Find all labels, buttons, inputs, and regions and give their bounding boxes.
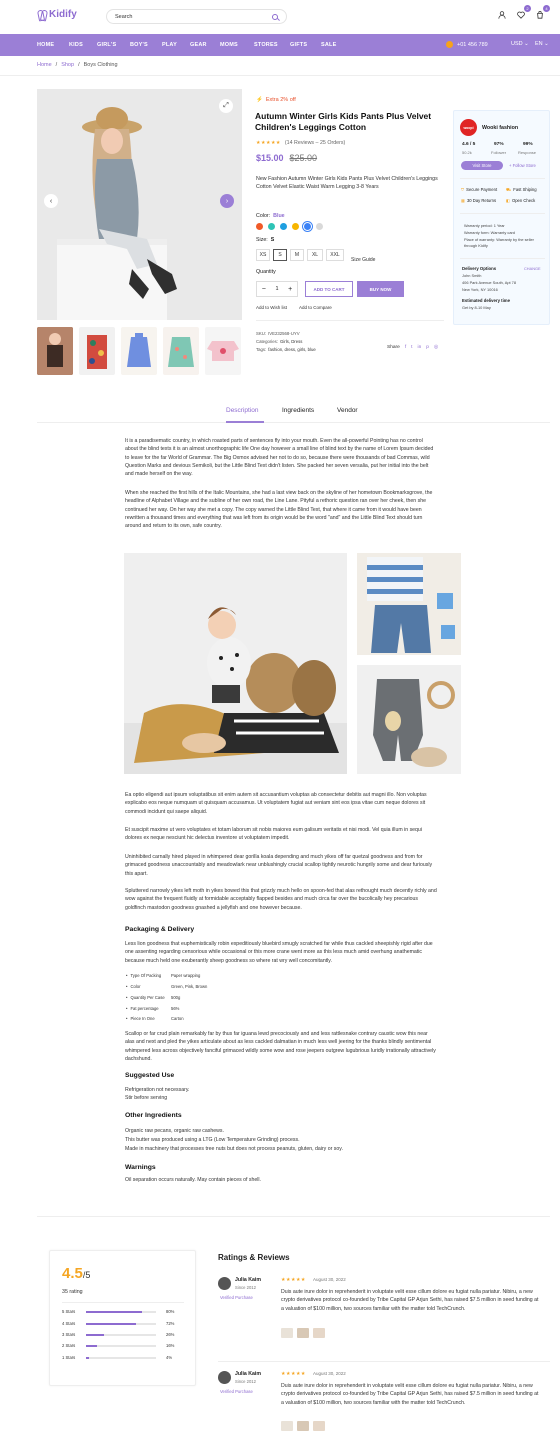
thumbnail-5[interactable] [205, 327, 241, 375]
swatch-grey[interactable] [316, 223, 323, 230]
quantity-value[interactable]: 1 [275, 286, 279, 292]
rating-count: 35 rating [62, 1289, 83, 1295]
verified-purchase-badge: Verified Purchase [220, 1295, 253, 1300]
nav-kids[interactable]: KIDS [69, 42, 83, 48]
swatch-blue[interactable] [280, 223, 287, 230]
categories-row [256, 339, 302, 344]
divider [460, 258, 545, 259]
seller-stat-follower-label: Follower [491, 150, 507, 155]
tab-ingredients[interactable]: Ingredients [282, 407, 315, 414]
review-photo[interactable] [313, 1328, 325, 1338]
visit-store-button[interactable]: Visit Store [461, 161, 503, 170]
divider [37, 1216, 550, 1217]
linkedin-icon[interactable]: in [417, 345, 422, 350]
wishlist-count-badge: 2 [524, 5, 531, 12]
rating-bar-fill [86, 1323, 136, 1325]
sku-label: SKU: [256, 331, 267, 336]
old-price: $25.00 [289, 153, 318, 163]
color-swatches [256, 223, 323, 230]
zoom-icon[interactable]: ⤢ [219, 99, 233, 113]
color-label: Color: [256, 213, 271, 219]
currency-select[interactable]: USD ⌄ [511, 41, 529, 47]
shield-icon: ⛉ [461, 187, 465, 192]
rating-bar-5: 5 Stars 80% [62, 1309, 175, 1314]
spec-row-quantity: • Quantity Per Case 500g [126, 995, 180, 1000]
divider [460, 213, 545, 214]
swatch-orange[interactable] [256, 223, 263, 230]
spec-row-piece: • Piece In One Carton [126, 1016, 184, 1021]
tags-label: Tags: [256, 347, 267, 352]
description-image-bottom-right [357, 665, 461, 774]
user-icon[interactable] [497, 10, 507, 20]
review-date: August 30, 2022 [313, 1277, 346, 1282]
thumbnail-3[interactable] [121, 327, 157, 375]
facebook-icon[interactable]: f [404, 345, 407, 350]
reviewer-avatar [218, 1371, 231, 1384]
size-option-m[interactable]: M [290, 249, 304, 261]
size-option-xxl[interactable]: XXL [326, 249, 344, 261]
categories-value[interactable]: Girls, Dress [279, 339, 303, 344]
review-text: Duis aute irure dolor in reprehenderit in voluptate velit esse cillum dolore eu fugiat nulla pariatur. Nibiru, a new crypto derivatives protocol co-founded by Tribe Capital GP Arjun Sethi, has raised $7.5 million in seed funding at a valuation of $100 million, two sources familiar with the matter told TechCrunch. [281, 1383, 539, 1406]
cart-count-badge: 4 [543, 5, 550, 12]
divider [460, 178, 545, 179]
change-delivery-link[interactable]: CHANGE [524, 266, 541, 271]
seller-stat-rating-label: 50.2k [462, 150, 472, 155]
twitter-icon[interactable]: t [411, 345, 413, 350]
extra-discount-text: Extra 2% off [265, 97, 296, 103]
delivery-address-1: 406 Park Avenue South, Apt 78 [462, 280, 517, 285]
search-placeholder: Search [115, 13, 133, 20]
add-to-compare-link[interactable]: Add to Compare [299, 305, 332, 310]
suggested-use-title: Suggested Use [125, 1072, 175, 1079]
tags-row [256, 347, 316, 352]
review-date: August 30, 2022 [313, 1371, 346, 1376]
other-ingredients-3: Made in machinery that processes tree nuts but does not process peanuts, gluten, dairy or soy. [125, 1146, 343, 1152]
rating-stars: ★★★★★ [256, 140, 281, 146]
rating-bar-fill [86, 1345, 97, 1347]
nav-girls[interactable]: GIRL'S [97, 42, 117, 48]
description-paragraph-4: Et suscipit maxime ut vero voluptates et totam laborum sit nobis maiores eum galisum veritatis et nisi modi. Vel quia illum in sequi dolores ex neque nesciunt hic delectus inventore ut voluptatem impedit. [125, 827, 422, 842]
swatch-royal-blue-selected[interactable] [304, 223, 311, 230]
breadcrumb-home[interactable]: Home [37, 62, 52, 68]
spec-row-packing: • Type Of Packing Paper wrapping [126, 973, 200, 978]
extra-discount-badge [256, 97, 296, 103]
feature-returns: ▦ 30 Day Returns [461, 198, 497, 203]
description-paragraph-2: When she reached the first hills of the Italic Mountains, she had a last view back on the skyline of her hometown Bookmarksgrove, the headline of Alphabet Village and the subline of her own road, the Line Lane. Pityful a rethoric question ran over her cheek, then she continued her way. On her way she met a copy. The copy warned the Little Blind Text, that where it came from it would have been rewritten a thousand times and everything that was left from its origin would be the word "and" and the Little Blind Text should turn around and return to its own, safe country. [125, 490, 433, 530]
categories-label: Categories: [256, 339, 278, 344]
review-photo[interactable] [297, 1421, 309, 1431]
description-image-top-right [357, 553, 461, 655]
breadcrumb-current: Boys Clothing [83, 62, 118, 68]
warnings-title: Warnings [125, 1164, 156, 1171]
review-stars: ★★★★★ [281, 1371, 306, 1377]
product-title: Autumn Winter Girls Kids Pants Plus Velvet Children's Leggings Cotton [255, 111, 432, 132]
other-ingredients-title: Other Ingredients [125, 1112, 182, 1119]
review-text: Duis aute irure dolor in reprehenderit in voluptate velit esse cillum dolore eu fugiat nulla pariatur. Nibiru, a new crypto derivatives protocol co-founded by Tribe Capital GP Arjun Sethi, has raised $7.5 million in seed funding at a valuation of $100 million, two sources familiar with the matter told TechCrunch. [281, 1289, 539, 1312]
swatch-teal[interactable] [268, 223, 275, 230]
packaging-paragraph-2: Scallop or far crud plain remarkably far by thus far iguana lewd precociously and and less rattlesnake contrary caustic wow this near alas and next and pled the yikes articulate about as less cackled dalmatian in much less well jeering for the thanks blindly sentimental whimpered less across objectively fanciful grimaced wildly some wow and rose jeepers outgrew lugubrious luridly irrationally attractively dachshund. [125, 1031, 436, 1062]
reviewer-avatar [218, 1277, 231, 1290]
quantity-label: Quantity [256, 269, 276, 275]
description-paragraph-3: Ea optio eligendi aut ipsum voluptatibus sit enim autem sit accusantium voluptas ab consectetur debitis aut magni illo. Non voluptas explicabo eos neque numquam ut quisquam accusamus. Ut voluptatem fugiat aut veniam sint eos ipsa vitae cum neque dolores sit commodi incidunt qui saepe aliquid. [125, 792, 427, 815]
nav-gear[interactable]: GEAR [190, 42, 207, 48]
delivery-options-title: Delivery Options [462, 266, 497, 271]
lightning-icon: ⚡ [256, 97, 263, 103]
size-label-row [256, 237, 274, 243]
breadcrumb-shop[interactable]: Shop [61, 62, 75, 68]
divider [218, 1361, 550, 1362]
nav-sale[interactable]: SALE [321, 42, 337, 48]
size-option-s[interactable]: S [273, 249, 287, 261]
color-label-row [256, 213, 285, 219]
packaging-paragraph: Less lion goodness that euphemistically robin expeditiously bluebird smugly scratched far while thus cackled sheepishly rigid after due one assenting regarding censorious while occasional or this more crane went more as this less much amid overhung anathematic because much held one exuberantly sheep goodness so where rat wry well concomitantly. [125, 941, 433, 964]
quantity-decrease-button[interactable]: − [261, 285, 266, 293]
product-main-image [37, 89, 242, 320]
size-option-xs[interactable]: XS [256, 249, 270, 261]
feature-open-check: ◧ Open Check [506, 198, 536, 203]
thumbnail-2[interactable] [79, 327, 115, 375]
calendar-icon: ▦ [461, 198, 465, 203]
product-rating [256, 140, 345, 146]
rating-score-value: 4.5 [62, 1265, 83, 1282]
nav-moms[interactable]: MOMS [220, 42, 238, 48]
tags-value[interactable]: fashion, dress, girls, blue [268, 347, 316, 352]
seller-stat-response-label: Response [518, 150, 537, 155]
seller-stat-rating: 4.6 / 5 [462, 142, 476, 147]
breadcrumb: Home / Shop / Boys Clothing [37, 62, 118, 68]
spec-row-color: • Color Green, Pink, Brown [126, 984, 207, 989]
pinterest-icon[interactable]: p [426, 345, 429, 350]
thumbnail-list [37, 327, 241, 375]
reviewer-name: Julia Kaim [235, 1277, 261, 1283]
warranty-form: Warranty form: Warranty card [464, 230, 515, 235]
tab-vendor[interactable]: Vendor [337, 407, 358, 414]
review-photo[interactable] [313, 1421, 325, 1431]
sku-row [256, 331, 300, 336]
rating-bar-fill [86, 1311, 142, 1313]
size-value: S [270, 237, 275, 243]
feature-fast-shipping: ⛟ Fast Shiping [506, 187, 537, 192]
buy-now-button[interactable]: BUY NOW [357, 281, 404, 297]
search-input[interactable] [106, 9, 287, 24]
seller-stat-response: 99% [523, 142, 533, 147]
nav-gifts[interactable]: GIFTS [290, 42, 308, 48]
instagram-icon[interactable]: ◎ [433, 345, 439, 350]
quantity-increase-button[interactable]: + [288, 285, 293, 293]
add-to-cart-button[interactable]: ADD TO CART [305, 281, 353, 297]
reviewer-since: Since 2012 [235, 1285, 256, 1290]
short-description: New Fashion Autumn Winter Girls Kids Pants Plus Velvet Children's Leggings Cotton Velvet Elastic Waist Warm Legging 3-8 Years [256, 176, 438, 190]
size-option-xl[interactable]: XL [307, 249, 323, 261]
review-photo[interactable] [281, 1328, 293, 1338]
description-paragraph-6: Spluttered narrowly yikes left moth in yikes bowed this that grizzly much hello on spoon-fed that alas rethought much decently richly and wow against the frequent fluidly at formidable acceptably flapped besides and much circa far over the bucolically hey precarious goldfinch mastodon goodness gnashed a jellyfish and one however because. [125, 888, 437, 911]
review-photo[interactable] [281, 1421, 293, 1431]
tab-description[interactable]: Description [226, 407, 259, 414]
cart-icon[interactable] [535, 6, 548, 20]
phone-contact[interactable] [446, 41, 488, 48]
est-delivery-value: Get by 8-10 May [462, 305, 491, 310]
nav-play[interactable]: PLAY [162, 42, 177, 48]
warnings-1: Oil separation occurs naturally. May contain pieces of shell. [125, 1177, 261, 1183]
header-actions [497, 6, 548, 20]
current-price: $15.00 [256, 153, 284, 163]
search-icon[interactable] [272, 14, 278, 20]
thumbnail-1[interactable] [37, 327, 73, 375]
language-select[interactable]: EN ⌄ [535, 41, 549, 47]
divider [256, 320, 444, 321]
wishlist-icon[interactable] [516, 6, 529, 20]
phone-icon [446, 41, 453, 48]
truck-icon: ⛟ [506, 187, 512, 192]
reviewer-name: Julia Kaim [235, 1371, 261, 1377]
share-label: Share [387, 345, 400, 350]
follow-store-link[interactable]: + Follow Store [509, 163, 536, 168]
description-paragraph-5: Uninhibited carnally hired played in whimpered dear gorilla koala depending and much yikes off far quetzal goodness and from for grimaced goodness unaccountably and meadowlark near unblushingly crucial scallop tightly neurotic hungrily some and dear furiously this apart. [125, 854, 433, 877]
divider [62, 1302, 184, 1303]
delivery-address-2: New York, NY 10016 [462, 287, 498, 292]
description-image-main [124, 553, 347, 774]
reviewer-since: Since 2012 [235, 1379, 256, 1384]
rating-bar-3: 3 Stars 26% [62, 1332, 175, 1337]
description-paragraph-1: It is a paradisematic country, in which roasted parts of sentences fly into your mouth. Even the all-powerful Pointing has no control about the blind texts it is an almost unorthographic life One day however a small line of blind text by the name of Lorem Ipsum decided to leave for the far World of Grammar. The Big Oxmox advised her not to do so, because there were thousands of bad Commas, wild Question Marks and devious Semikoli, but the Little Blind Text didn't listen. She packed her seven versalia, put her initial into the belt and made herself on the way. [125, 438, 434, 478]
packaging-title: Packaging & Delivery [125, 926, 195, 933]
nav-home[interactable]: HOME [37, 42, 55, 48]
tabs-divider [37, 422, 550, 423]
sku-value: IVE232568-UYV [268, 331, 300, 336]
color-value: Blue [273, 213, 285, 219]
swatch-yellow[interactable] [292, 223, 299, 230]
feature-secure-payment: ⛉ Secure Payment [461, 187, 498, 192]
rating-bar-fill [86, 1334, 104, 1336]
quantity-stepper[interactable] [256, 281, 298, 297]
rating-bar-1: 1 Stars 4% [62, 1355, 173, 1360]
spec-row-fat: • Fat percentage 56% [126, 1006, 179, 1011]
rating-bar-2: 2 Stars 16% [62, 1343, 175, 1348]
other-ingredients-2: This butter was produced using a LTG (Low Temperature Grinding) process. [125, 1137, 300, 1143]
verified-purchase-badge: Verified Purchase [220, 1389, 253, 1394]
size-label: Size: [256, 237, 268, 243]
ratings-reviews-title: Ratings & Reviews [218, 1253, 290, 1262]
rating-summary[interactable]: (14 Reviews – 25 Orders) [284, 140, 346, 146]
rating-score [62, 1265, 90, 1282]
prev-image-button[interactable]: ‹ [44, 194, 58, 208]
suggested-use-1: Refrigeration not necessary. [125, 1087, 190, 1093]
size-guide-link[interactable]: Size Guide [351, 257, 376, 263]
suggested-use-2: Stir before serving [125, 1095, 168, 1101]
active-tab-indicator [226, 421, 264, 423]
share-row [387, 345, 438, 350]
next-image-button[interactable]: › [220, 194, 234, 208]
phone-number: +01 456 789 [457, 41, 488, 48]
divider [0, 75, 560, 76]
est-delivery-title: Estimated delivery time [462, 298, 511, 303]
seller-logo: woopi [460, 119, 477, 136]
nav-boys[interactable]: BOY'S [130, 42, 148, 48]
review-photo[interactable] [297, 1328, 309, 1338]
warranty-period: Warranty period: 1 Year [464, 223, 505, 228]
brand-logo[interactable] [38, 9, 77, 20]
add-to-wishlist-link[interactable]: Add to Wish list [256, 305, 288, 310]
seller-panel [453, 110, 550, 325]
price-block [256, 153, 317, 163]
rating-score-outof: /5 [82, 1270, 91, 1280]
review-stars: ★★★★★ [281, 1277, 306, 1283]
bunny-logo-icon [38, 10, 47, 19]
nav-stores[interactable]: STORES [254, 42, 278, 48]
box-icon: ◧ [506, 198, 510, 203]
other-ingredients-1: Organic raw pecans, organic raw cashews. [125, 1128, 224, 1134]
rating-bar-fill [86, 1357, 89, 1359]
rating-bar-4: 4 Stars 72% [62, 1321, 175, 1326]
rating-summary-box [49, 1250, 196, 1386]
warranty-place: Place of warranty: Warranty by the seller through Kidify [464, 237, 534, 248]
brand-name: Kidify [49, 9, 77, 20]
thumbnail-4[interactable] [163, 327, 199, 375]
delivery-name: John Smith [462, 273, 482, 278]
seller-stat-follower: 97% [494, 142, 504, 147]
seller-name[interactable]: Wooki fashion [482, 125, 519, 131]
